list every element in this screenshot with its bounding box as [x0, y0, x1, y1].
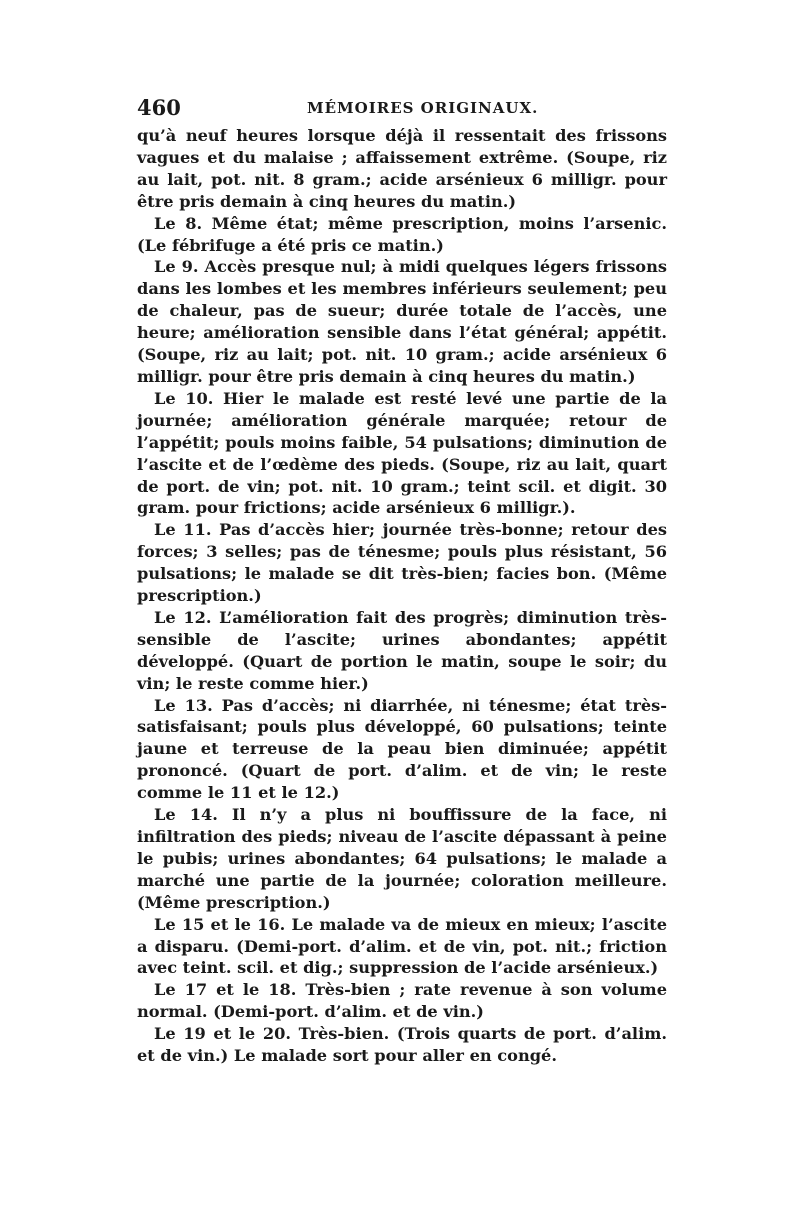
- paragraph-continuation: qu’à neuf heures lorsque déjà il ressentait des frissons vagues et du malaise ; affaissement extrême. (Soupe, riz au lait, pot. nit. 8 gram.; acide arsénieux 6 milligr. pour être pris demain à cinq heures du matin.): [137, 126, 667, 211]
- paragraph-day-11: Le 11. Pas d’accès hier; journée très-bonne; retour des forces; 3 selles; pas de ténesme; pouls plus résistant, 56 pulsations; le malade se dit très-bien; facies bon. (Même prescription.): [137, 520, 667, 606]
- paragraph-day-12: Le 12. L’amélioration fait des progrès; diminution très-sensible de l’ascite; urines abondantes; appétit développé. (Quart de portion le matin, soupe le soir; du vin; le reste comme hier.): [137, 607, 667, 693]
- page: [137, 95, 667, 1067]
- paragraph-day-17-18: Le 17 et le 18. Très-bien ; rate revenue à son volume normal. (Demi-port. d’alim. et de vin.): [137, 980, 667, 1022]
- running-head: [137, 95, 667, 125]
- paragraph-day-19-20: Le 19 et le 20. Très-bien. (Trois quarts de port. d’alim. et de vin.) Le malade sort pour aller en congé.: [137, 1024, 667, 1066]
- paragraph-day-10: Le 10. Hier le malade est resté levé une partie de la journée; amélioration générale marquée; retour de l’appétit; pouls moins faible, 54 pulsations; diminution de l’ascite et de l’œdème des pieds. (Soupe, riz au lait, quart de port. de vin; pot. nit. 10 gram.; teint scil. et digit. 30 gram. pour frictions; acide arsénieux 6 milligr.).: [137, 388, 667, 518]
- paragraph-day-14: Le 14. Il n’y a plus ni bouffissure de la face, ni infiltration des pieds; niveau de l’ascite dépassant à peine le pubis; urines abondantes; 64 pulsations; le malade a marché une partie de la journée; coloration meilleure. (Même prescription.): [137, 805, 667, 912]
- paragraph-day-8: Le 8. Même état; même prescription, moins l’arsenic. (Le fébrifuge a été pris ce matin.): [137, 213, 667, 255]
- body-text: [137, 125, 667, 1067]
- page-number: 460: [137, 95, 181, 120]
- paragraph-day-9: Le 9. Accès presque nul; à midi quelques légers frissons dans les lombes et les membres inférieurs seulement; peu de chaleur, pas de sueur; durée totale de l’accès, une heure; amélioration sensible dans l’état général; appétit. (Soupe, riz au lait; pot. nit. 10 gram.; acide arsénieux 6 milligr. pour être pris demain à cinq heures du matin.): [137, 257, 667, 386]
- paragraph-day-15-16: Le 15 et le 16. Le malade va de mieux en mieux; l’ascite a disparu. (Demi-port. d’alim. et de vin, pot. nit.; friction avec teint. scil. et dig.; suppression de l’acide arsénieux.): [137, 914, 667, 978]
- running-title: MÉMOIRES ORIGINAUX.: [307, 99, 539, 117]
- paragraph-day-13: Le 13. Pas d’accès; ni diarrhée, ni ténesme; état très-satisfaisant; pouls plus développé, 60 pulsations; teinte jaune et terreuse de la peau bien diminuée; appétit prononcé. (Quart de port. d’alim. et de vin; le reste comme le 11 et le 12.): [137, 695, 667, 803]
